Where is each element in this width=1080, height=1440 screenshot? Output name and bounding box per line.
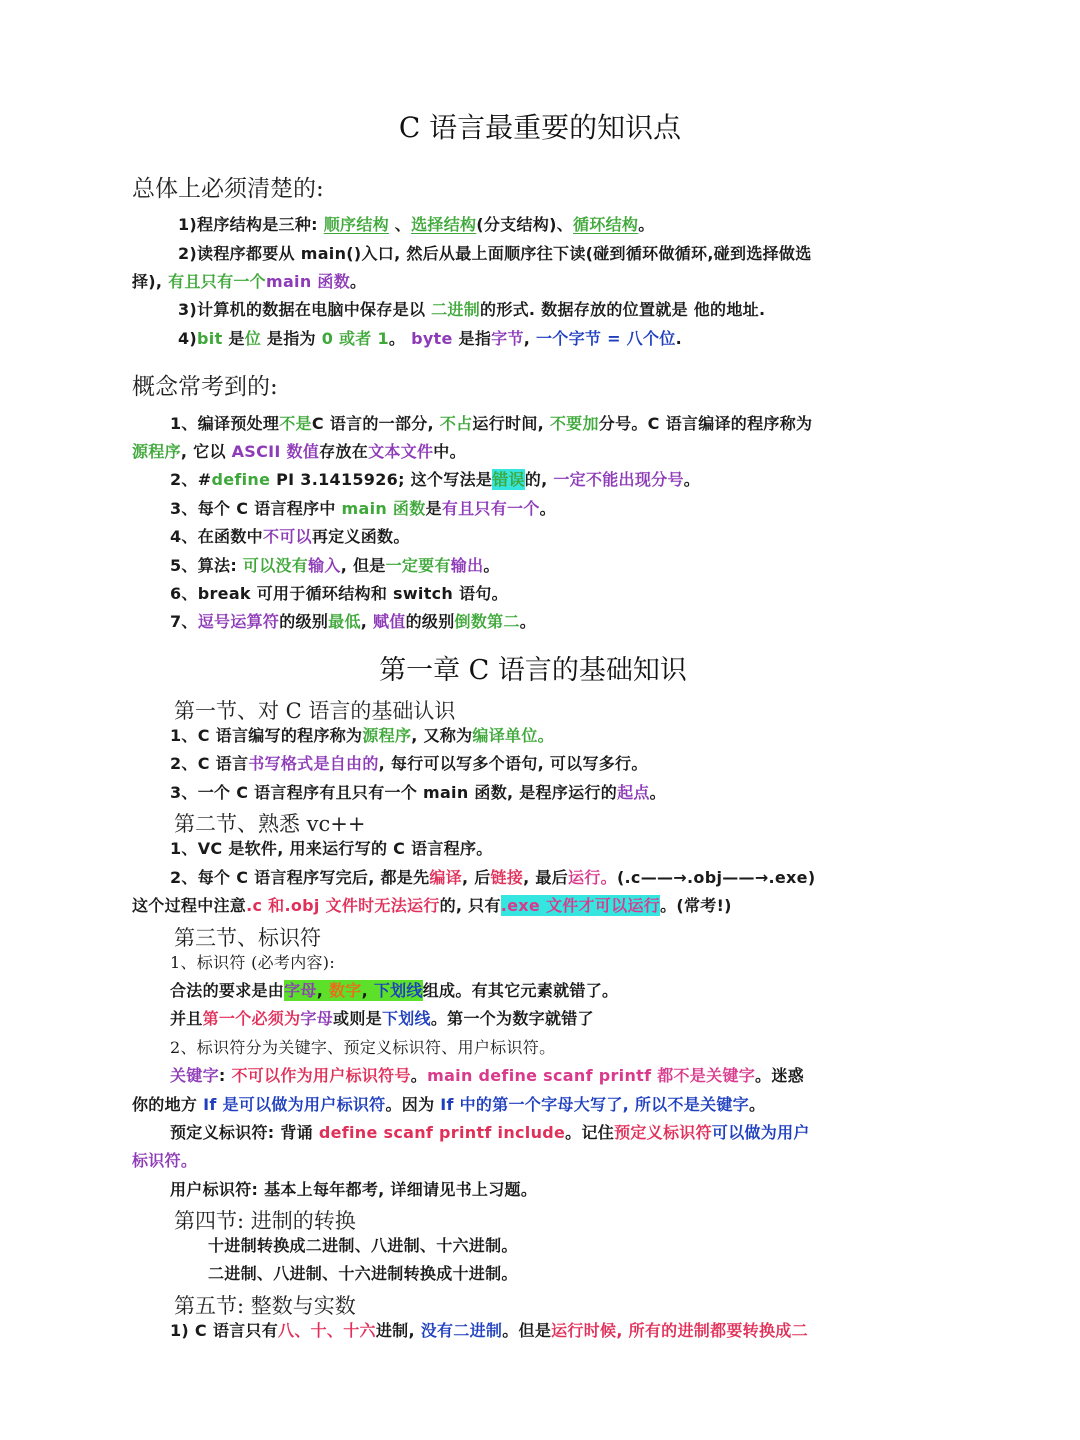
text-line <box>170 838 493 860</box>
text-segment: If 中的第一个字母大写了, 所以不是关键字 <box>440 1095 749 1114</box>
text-segment: 1、VC 是软件, 用来运行写的 C 语言程序。 <box>170 839 493 858</box>
text-segment: 编译 <box>429 868 462 887</box>
text-segment: 书写格式是自由的 <box>248 754 379 773</box>
text-line <box>170 1122 810 1144</box>
text-segment: 链接 <box>490 868 524 887</box>
text-segment: 运行 <box>568 868 601 887</box>
text-segment: 并且 <box>170 1009 203 1028</box>
text-segment: 是 <box>425 499 442 518</box>
text-segment: 。 <box>748 1095 766 1114</box>
text-segment: define scanf printf include <box>318 1123 566 1142</box>
text-segment: 。因为 <box>385 1095 441 1114</box>
text-segment: (.c——→.obj——→.exe) <box>616 868 816 887</box>
text-segment: main define scanf printf 都不是关键字 <box>427 1066 756 1085</box>
text-segment: 。 <box>649 783 666 802</box>
text-segment: 1、编译预处理 <box>170 414 280 433</box>
text-segment: 4) <box>178 329 198 348</box>
text-segment: 的形式. 数据存放的位置就是 他的地址. <box>480 300 766 319</box>
text-segment: 一定不能出现分号 <box>553 470 684 489</box>
text-segment: 编译单位 <box>472 726 538 745</box>
text-segment: , 每行可以写多个语句, 可以写多行。 <box>378 754 648 773</box>
text-segment: 标识符 <box>132 1151 181 1170</box>
text-segment: 2、每个 C 语言程序写完后, 都是先 <box>170 868 430 887</box>
section-heading-overall: 总体上必须清楚的: <box>132 176 324 202</box>
text-segment: 进制, <box>375 1321 421 1340</box>
text-segment: 文本文件 <box>368 442 434 461</box>
text-segment: 合法的要求是由 <box>170 981 285 1000</box>
text-segment: 不要加 <box>549 414 599 433</box>
text-segment: 再定义函数。 <box>311 527 410 546</box>
text-segment: 关键字 <box>170 1066 219 1085</box>
highlighted-text: 下划线 <box>373 981 423 1000</box>
text-segment: 2、# <box>170 470 212 489</box>
text-segment: 存放在 <box>319 442 369 461</box>
text-line <box>170 498 556 520</box>
text-segment: 最低 <box>328 612 361 631</box>
text-segment: 1) C 语言只有 <box>170 1321 279 1340</box>
text-segment: 赋值 <box>373 612 406 631</box>
subsection-heading-4: 第四节: 进制的转换 <box>174 1209 356 1233</box>
text-line <box>132 895 732 917</box>
text-segment: 3、每个 C 语言程序中 <box>170 499 342 518</box>
text-segment: 起点 <box>617 783 650 802</box>
text-segment: 、 <box>388 215 412 234</box>
text-segment: , 又称为 <box>411 726 473 745</box>
highlighted-text: 字母 <box>284 981 317 1000</box>
text-segment: 6、break 可用于循环结构和 switch 语句。 <box>170 584 508 603</box>
text-segment: 中。 <box>433 442 466 461</box>
subsection-heading-2: 第二节、熟悉 vc++ <box>174 812 366 836</box>
text-segment: 的级别 <box>405 612 455 631</box>
text-segment: , 后 <box>461 868 491 887</box>
text-segment: 有且只有一个 <box>168 272 266 291</box>
text-segment: 不可以作为用户标识符号 <box>231 1066 411 1085</box>
text-segment: 。 <box>537 726 554 745</box>
text-line <box>178 328 682 350</box>
text-segment: If 是可以做为用户标识符 <box>203 1095 386 1114</box>
text-segment: 。迷惑 <box>755 1066 804 1085</box>
text-segment: 十进制转换成二进制、八进制、十六进制。 <box>208 1236 518 1255</box>
text-segment: 一个字节 = 八个位 <box>536 329 676 348</box>
text-segment: , 它以 <box>180 442 232 461</box>
text-segment: 的, <box>524 470 554 489</box>
text-segment: define <box>211 470 271 489</box>
text-segment: 。(常考!) <box>660 896 732 915</box>
text-segment: byte <box>411 329 459 348</box>
text-segment: 。 <box>519 612 537 631</box>
text-segment: 可以做为用户 <box>711 1123 810 1142</box>
text-segment: 是指 <box>458 329 492 348</box>
text-segment: 。记住 <box>565 1123 615 1142</box>
text-segment: 运行时间, <box>472 414 550 433</box>
text-segment: 下划线 <box>381 1009 431 1028</box>
highlighted-text: .exe 文件才可以运行 <box>500 896 661 915</box>
text-segment: 可以没有 <box>242 556 309 575</box>
text-line <box>170 1037 555 1059</box>
text-segment: 7、 <box>170 612 198 631</box>
text-segment: 顺序结构 <box>323 215 389 234</box>
text-segment: 源程序 <box>362 726 412 745</box>
text-segment: 没有二进制 <box>420 1321 503 1340</box>
text-line <box>208 1263 518 1285</box>
highlighted-text: , <box>316 981 329 1000</box>
text-segment: 5、算法: <box>170 556 243 575</box>
text-segment: 。但是 <box>502 1321 552 1340</box>
text-segment: 。第一个为数字就错了 <box>430 1009 594 1028</box>
document-title: C 语言最重要的知识点 <box>398 111 682 144</box>
text-line <box>170 1008 594 1030</box>
text-line <box>170 583 508 605</box>
text-segment: 用户标识符: 基本上每年都考, 详细请见书上习题。 <box>170 1180 538 1199</box>
text-segment: 运行时候, 所有的进制都要转换成二 <box>551 1321 808 1340</box>
text-segment: . <box>675 329 682 348</box>
text-segment: 2、C 语言 <box>170 754 249 773</box>
text-segment: 预定义标识符: 背诵 <box>170 1123 319 1142</box>
text-segment: main 函数 <box>341 499 426 518</box>
text-segment: 倒数第二 <box>454 612 520 631</box>
highlighted-text: 数字 <box>328 981 362 1000</box>
text-segment: 。 <box>638 215 655 234</box>
text-segment: 2)读程序都要从 main()入口, 然后从最上面顺序往下读(碰到循环做循环,碰到选择做选 <box>178 244 812 263</box>
text-segment: 循环结构 <box>573 215 639 234</box>
text-segment: 不是 <box>279 414 312 433</box>
text-segment: 输入 <box>308 556 341 575</box>
text-line <box>170 782 666 804</box>
subsection-heading-1: 第一节、对 C 语言的基础认识 <box>174 699 456 723</box>
text-segment: C 语言的一部分, <box>311 414 440 433</box>
text-segment: 1、标识符 (必考内容): <box>170 953 336 972</box>
text-segment: 预定义标识符 <box>614 1123 712 1142</box>
text-segment: 。 <box>410 1066 428 1085</box>
text-segment: main 函数 <box>265 272 350 291</box>
text-line <box>170 753 648 775</box>
text-segment: 八、十、十六 <box>278 1321 376 1340</box>
text-segment: 。 <box>350 272 367 291</box>
text-segment: 。 <box>539 499 556 518</box>
section-heading-concepts: 概念常考到的: <box>132 374 278 400</box>
text-segment: 3、一个 C 语言程序有且只有一个 main 函数, 是程序运行的 <box>170 783 618 802</box>
text-segment: 逗号运算符 <box>197 612 280 631</box>
text-segment: 是 <box>228 329 245 348</box>
text-line <box>132 1150 197 1172</box>
text-segment: 是指为 <box>261 329 322 348</box>
text-segment: 。 <box>483 556 500 575</box>
text-line <box>170 952 335 974</box>
text-line <box>178 214 655 236</box>
text-line <box>170 725 554 747</box>
text-segment: .c 和.obj 文件时无法运行 <box>246 896 440 915</box>
text-line <box>170 555 500 577</box>
text-segment: 第一个必须为 <box>202 1009 301 1028</box>
text-line <box>170 611 536 633</box>
subsection-heading-5: 第五节: 整数与实数 <box>174 1294 356 1318</box>
text-segment: (分支结构)、 <box>476 215 574 234</box>
text-segment: : <box>218 1066 232 1085</box>
text-segment: 二进制 <box>431 300 481 319</box>
text-line <box>132 271 366 293</box>
text-segment: , 最后 <box>523 868 569 887</box>
chapter-title: 第一章 C 语言的基础知识 <box>379 655 687 686</box>
text-segment: , <box>523 329 536 348</box>
text-line <box>170 867 815 889</box>
text-segment: bit <box>197 329 229 348</box>
text-segment: 的, 只有 <box>439 896 501 915</box>
text-line <box>170 1320 808 1342</box>
text-segment: 4、在函数中 <box>170 527 263 546</box>
text-line <box>178 299 765 321</box>
highlighted-text: 错误 <box>492 470 525 489</box>
text-line <box>170 413 812 435</box>
text-segment: 字母 <box>300 1009 334 1028</box>
text-segment: 或则是 <box>333 1009 382 1028</box>
text-segment: 一定要有 <box>385 556 451 575</box>
text-line <box>132 441 466 463</box>
text-segment: 不占 <box>439 414 473 433</box>
text-segment: 字节 <box>491 329 524 348</box>
text-segment: 1)程序结构是三种: <box>178 215 324 234</box>
text-segment: 源程序 <box>132 442 181 461</box>
text-line <box>170 1065 804 1087</box>
text-segment: 选择结构 <box>411 215 477 234</box>
text-line <box>170 469 700 491</box>
text-segment: 。 <box>388 329 412 348</box>
text-segment: 。 <box>600 868 617 887</box>
text-segment: 二进制、八进制、十六进制转换成十进制。 <box>208 1264 518 1283</box>
text-segment: 。 <box>180 1151 198 1170</box>
text-line <box>178 243 812 265</box>
highlighted-text: , <box>361 981 374 1000</box>
text-segment: 分号。C 语言编译的程序称为 <box>598 414 813 433</box>
text-segment: 0 或者 1 <box>321 329 389 348</box>
text-segment: 择), <box>132 272 169 291</box>
text-segment: 的级别 <box>279 612 329 631</box>
text-segment: 2、标识符分为关键字、预定义标识符、用户标识符。 <box>170 1038 556 1057</box>
text-segment: ASCII 数值 <box>231 442 320 461</box>
text-line <box>208 1235 518 1257</box>
text-segment: 位 <box>244 329 262 348</box>
text-segment: PI 3.1415926; 这个写法是 <box>270 470 493 489</box>
text-line <box>170 1179 537 1201</box>
text-segment: 组成。有其它元素就错了。 <box>422 981 619 1000</box>
text-segment: 这个过程中注意 <box>132 896 247 915</box>
text-line <box>170 526 410 548</box>
text-segment: 有且只有一个 <box>441 499 540 518</box>
text-segment: 你的地方 <box>132 1095 204 1114</box>
text-segment: 输出 <box>450 556 484 575</box>
text-segment: 不可以 <box>262 527 312 546</box>
subsection-heading-3: 第三节、标识符 <box>174 926 321 950</box>
text-line <box>132 1094 765 1116</box>
text-segment: 1、C 语言编写的程序称为 <box>170 726 363 745</box>
text-segment: 。 <box>683 470 701 489</box>
text-segment: , 但是 <box>340 556 386 575</box>
text-segment: 3)计算机的数据在电脑中保存是以 <box>178 300 432 319</box>
text-segment: , <box>360 612 374 631</box>
text-line <box>170 980 618 1002</box>
